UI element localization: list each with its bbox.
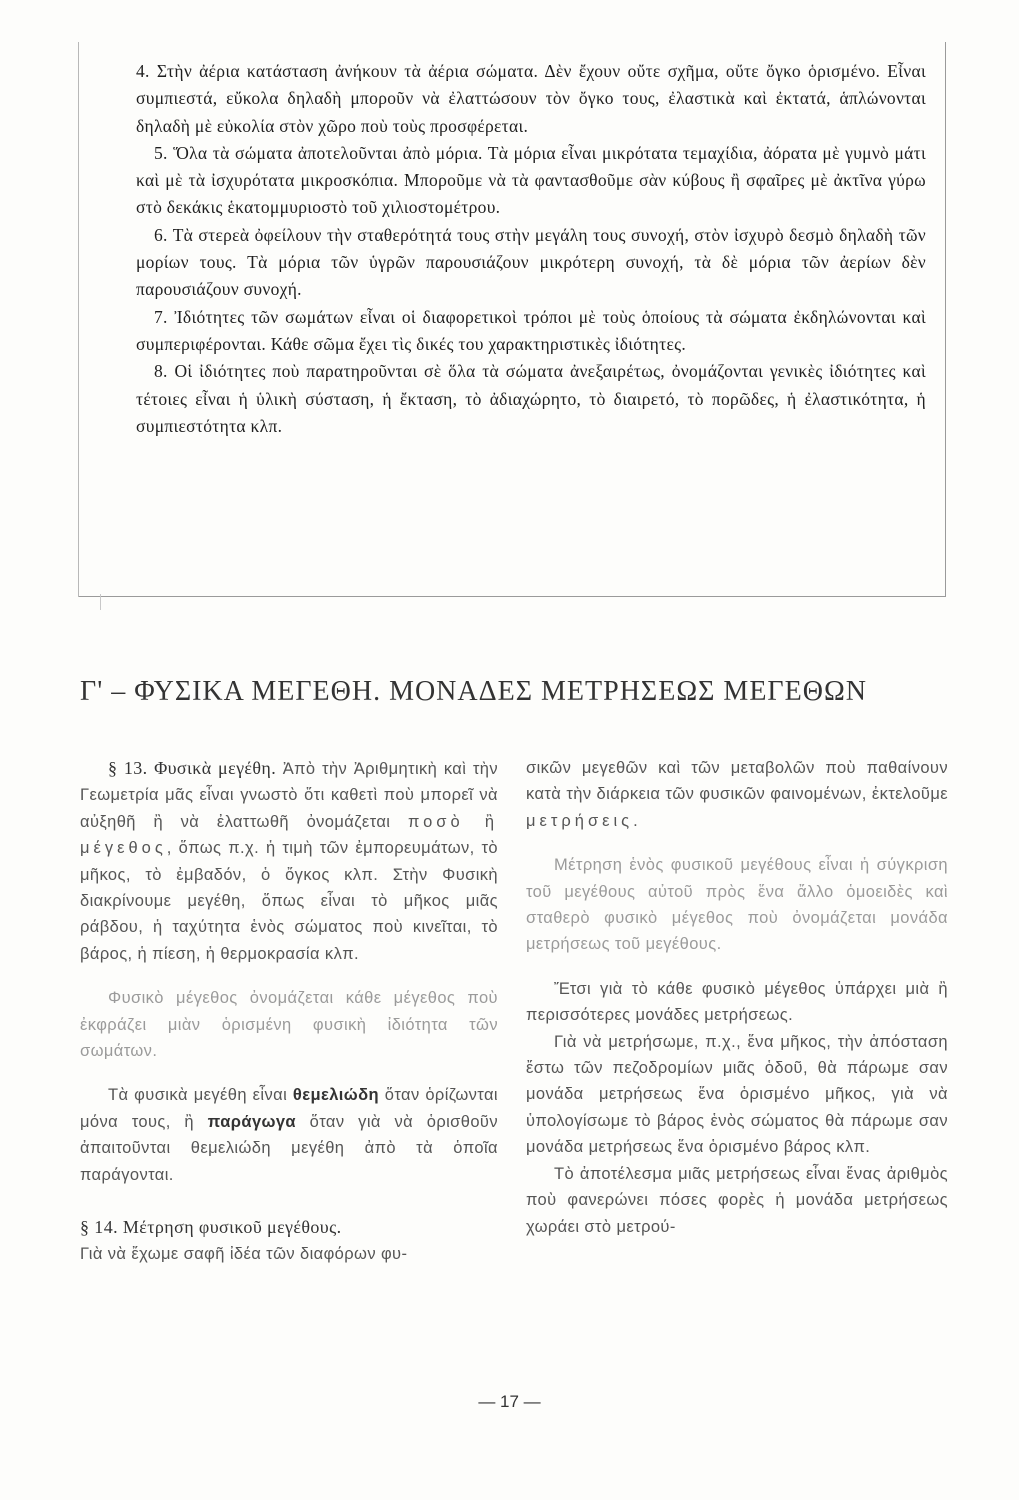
point-6: 6. Τὰ στερεὰ ὀφείλουν τὴν σταθερότητά τους στὴν μεγάλη τους συνοχή, στὸν ἰσχυρὸ δεσμὸ δηλαδὴ τῶν μορίων τους. Τὰ μόρια τῶν ὑγρῶν παρουσιάζουν μικρότερη συνοχή, τὰ δὲ μόρια τῶν ἀερίων δὲν παρουσιάζουν συνοχή. xyxy=(136,224,926,300)
right-paragraph-1 xyxy=(526,755,948,834)
summary-box-text xyxy=(136,58,926,440)
section-14-text: Γιὰ νὰ ἔχωμε σαφῆ ἰδέα τῶν διαφόρων φυ- xyxy=(80,1244,408,1263)
section-14-title: § 14. Μέτρηση φυσικοῦ μεγέθους. xyxy=(80,1217,342,1238)
fundamental-text-c: ὅταν ὁρίζωνται μόνα τους, ἢ xyxy=(80,1086,498,1131)
right-paragraph-1-text: σικῶν μεγεθῶν καὶ τῶν μεταβολῶν ποὺ παθαίνουν κατὰ τὴν διάρκεια τῶν φυσικῶν φαινομένων, ἐκτελοῦμε xyxy=(526,759,948,804)
right-paragraph-4: Γιὰ νὰ μετρήσωμε, π.χ., ἕνα μῆκος, τὴν ἀπόσταση ἔστω τῶν πεζοδρομίων μιᾶς ὁδοῦ, θὰ πάρωμε σαν μονάδα μετρήσεως ἕνα ὁρισμένο μῆκος, γιὰ νὰ ὑπολογίσωμε τὸ βάρος ἑνὸς σώματος θὰ πάρωμε σαν μονάδα μετρήσεως ἕνα ὁρισμένο βάρος κλπ. xyxy=(526,1032,948,1157)
measurements-term: μετρήσεις. xyxy=(526,811,642,830)
fundamental-text-a: Τὰ φυσικὰ μεγέθη εἶναι xyxy=(108,1086,293,1105)
section-13-text-2: , ὅπως π.χ. ἡ τιμὴ τῶν ἐμπορευμάτων, τὸ μῆκος, τὸ ἐμβαδόν, ὁ ὄγκος κλπ. Στὴν Φυσικὴ διακρίνουμε μεγέθη, ὅπως εἶναι τὸ μῆκος μιᾶς ράβδου, ἡ ταχύτητα ἑνὸς σώματος ποὺ κινεῖται, τὸ βάρος, ἡ πίεση, ἡ θερμοκρασία κλπ. xyxy=(80,839,498,963)
fundamental-paragraph xyxy=(80,1082,498,1188)
right-paragraph-5: Τὸ ἀποτέλεσμα μιᾶς μετρήσεως εἶναι ἕνας ἀριθμὸς ποὺ φανερώνει πόσες φορὲς ἡ μονάδα μετρήσεως χωράει στὸ μετρού- xyxy=(526,1164,948,1236)
section-13-paragraph xyxy=(80,755,498,967)
right-paragraph-3: Ἔτσι γιὰ τὸ κάθε φυσικὸ μέγεθος ὑπάρχει μιὰ ἢ περισσότερες μονάδες μετρήσεως. xyxy=(526,979,948,1025)
derived-term: παράγωγα xyxy=(207,1112,296,1131)
measurement-definition: Μέτρηση ἑνὸς φυσικοῦ μεγέθους εἶναι ἡ σύγκριση τοῦ μεγέθους αὐτοῦ πρὸς ἕνα ἄλλο ὁμοειδὲς καὶ σταθερὸ φυσικὸ μέγεθος ποὺ ὀνομάζεται μονάδα μετρήσεως τοῦ μεγέθους. xyxy=(526,856,948,954)
scan-mark xyxy=(100,594,101,610)
point-8: 8. Οἱ ἰδιότητες ποὺ παρατηροῦνται σὲ ὅλα τὰ σώματα ἀνεξαιρέτως, ὀνομάζονται γενικὲς ἰδιότητες καὶ τέτοιες εἶναι ἡ ὑλικὴ σύσταση, ἡ ἔκταση, τὸ ἀδιαχώρητο, τὸ διαιρετό, τὸ πορῶδες, ἡ ἐλαστικότητα, ἡ συμπιεστότητα κλπ. xyxy=(136,361,926,436)
page-number: — 17 — xyxy=(478,1392,541,1411)
fundamental-text-e: ὅταν γιὰ νὰ ὁρισθοῦν ἀπαιτοῦνται θεμελιώδη μεγέθη ἀπὸ τὰ ὁποῖα παράγονται. xyxy=(80,1112,498,1184)
box-left-border xyxy=(78,42,79,597)
left-column xyxy=(80,755,498,1267)
right-column xyxy=(526,755,948,1240)
chapter-heading: Γ' – ΦΥΣΙΚΑ ΜΕΓΕΘΗ. ΜΟΝΑΔΕΣ ΜΕΤΡΗΣΕΩΣ ΜΕΓΕΘΩΝ xyxy=(80,676,867,707)
section-13-term: ποσὸ ἢ μέγεθος xyxy=(80,812,498,858)
fundamental-term: θεμελιώδη xyxy=(292,1086,379,1105)
point-7: 7. Ἰδιότητες τῶν σωμάτων εἶναι οἱ διαφορετικοὶ τρόποι μὲ τοὺς ὁποίους τὰ σώματα ἐκδηλώνονται καὶ συμπεριφέρονται. Κάθε σῶμα ἔχει τὶς δικές του χαρακτηριστικὲς ἰδιότητες. xyxy=(136,306,926,354)
definition-paragraph: Φυσικὸ μέγεθος ὀνομάζεται κάθε μέγεθος ποὺ ἐκφράζει μιὰν ὁρισμένη φυσικὴ ἰδιότητα τῶν σωμάτων. xyxy=(80,989,498,1061)
point-4: 4. Στὴν ἀέρια κατάσταση ἀνήκουν τὰ ἀέρια σώματα. Δὲν ἔχουν οὔτε σχῆμα, οὔτε ὄγκο ὁρισμένο. Εἶναι συμπιεστά, εὔκολα δηλαδὴ μποροῦν νὰ ἐλαττώσουν τὸν ὄγκο τους, ἐλαστικὰ καὶ ἐκτατά, ἁπλώνονται δηλαδὴ μὲ εὐκολία στὸν χῶρο ποὺ τοὺς προσφέρεται. xyxy=(136,61,926,136)
section-13-text: Ἀπὸ τὴν Ἀριθμητικὴ καὶ τὴν Γεωμετρία μᾶς εἶναι γνωστὸ ὅτι καθετὶ ποὺ μπορεῖ νὰ αὐξηθῆ ἢ νὰ ἐλαττωθῆ ὀνομάζεται xyxy=(80,760,498,831)
point-5: 5. Ὅλα τὰ σώματα ἀποτελοῦνται ἀπὸ μόρια. Τὰ μόρια εἶναι μικρότατα τεμαχίδια, ἀόρατα μὲ γυμνὸ μάτι καὶ μὲ τὰ ἰσχυρότατα μικροσκόπια. Μποροῦμε νὰ τὰ φαντασθοῦμε σὰν κύβους ἢ σφαῖρες μὲ ἀκτῖνα γύρω στὸ δεκάκις ἑκατομμυριοστὸ τοῦ χιλιοστομέτρου. xyxy=(136,142,926,218)
section-13-title: § 13. Φυσικὰ μεγέθη. xyxy=(108,758,277,778)
